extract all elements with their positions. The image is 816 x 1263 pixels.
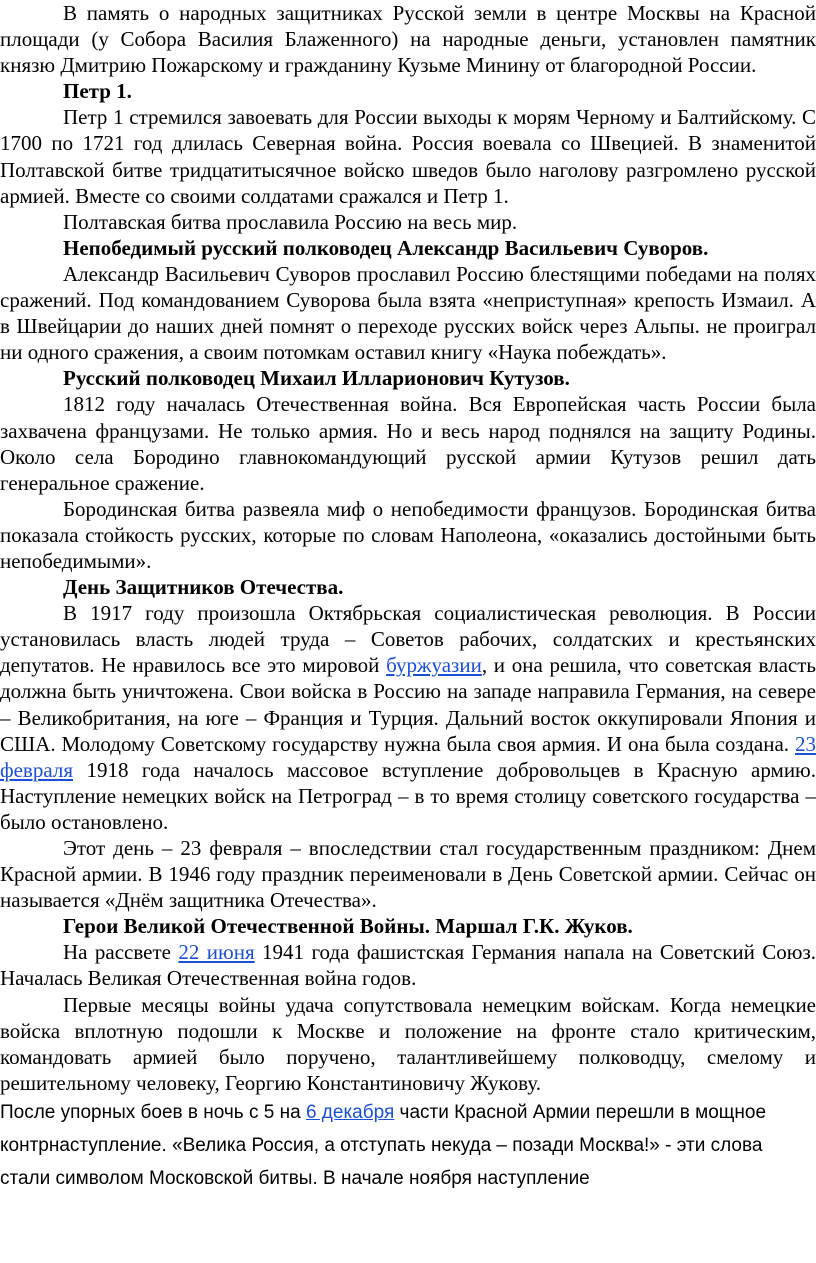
heading-peter: Петр 1. — [63, 79, 132, 104]
text-1917-part3: 1918 года началось массовое вступление добровольцев в Красную армию. Наступление немецких войск на Петроград – в то время столицу советского государства – было остановлено. — [0, 757, 816, 834]
text-1917-part2: , и она решила, что советская власть должна быть уничтожена. Свои войска в Россию на западе направила Германия, на севере – Великобритания, на юге – Франция и Турция. Дальний восток оккупировали Япония и США. Молодому Советскому государству нужна была своя армия. И она была создана. — [0, 653, 816, 756]
paragraph-peter: Петр 1 стремился завоевать для России выходы к морям Черному и Балтийскому. С 1700 по 1721 год длилась Северная война. Россия воевала со Швецией. В знаменитой Полтавской битве тридцатитысячное войско шведов было наголову разгромлено русской армией. Вместе со своими солдатами сражался и Петр 1. — [0, 105, 816, 208]
text-dawn-part2: 1941 года фашистская Германия напала на Советский Союз. Началась Великая Отечественная война годов. — [0, 940, 816, 991]
paragraph-kutuzov: 1812 году началась Отечественная война. Вся Европейская часть России была захвачена французами. Не только армия. Но и весь народ поднялся на защиту Родины. Около села Бородино главнокомандующий русской армии Кутузов решил дать генеральное сражение. — [0, 392, 816, 495]
link-june-22[interactable]: 22 июня — [178, 940, 255, 965]
paragraph-holiday: Этот день – 23 февраля – впоследствии стал государственным праздником: Днем Красной армии. В 1946 году праздник переименовали в День Советской армии. Сейчас он называется «Днём защитника Отечества». — [0, 836, 816, 913]
heading-suvorov: Непобедимый русский полководец Александр Васильевич Суворов. — [63, 235, 709, 260]
text-dawn-part1: На рассвете — [63, 940, 179, 965]
text-night-part2: части Красной Армии перешли в мощное контрнаступление. «Велика Россия, а отступать некуда – позади Москва!» - эти слова стали символом Московской битвы. В начале ноября наступление — [0, 1101, 767, 1189]
paragraph-counteroffensive — [0, 1096, 816, 1195]
paragraph-poltava: Полтавская битва прославила Россию на весь мир. — [63, 209, 518, 234]
paragraph-1917 — [0, 600, 816, 835]
paragraph-june-22 — [0, 939, 816, 991]
heading-defenders-day: День Защитников Отечества. — [63, 575, 344, 600]
paragraph-monument: В память о народных защитниках Русской земли в центре Москвы на Красной площади (у Собора Василия Блаженного) на народные деньги, установлен памятник князю Дмитрию Пожарскому и гражданину Кузьме Минину от благородной России. — [0, 1, 816, 78]
text-1917-part1: В 1917 году произошла Октябрьская социалистическая революция. В России установилась власть людей труда – Советов рабочих, солдатских и крестьянских депутатов. Не нравилось все это мировой — [0, 601, 816, 678]
link-dec-6[interactable]: 6 декабря — [305, 1101, 395, 1123]
paragraph-suvorov: Александр Васильевич Суворов прославил Россию блестящими победами на полях сражений. Под командованием Суворова была взята «неприступная» крепость Измаил. А в Швейцарии до наших дней помнят о переходе русских войск через Альпы. не проиграл ни одного сражения, а своим потомкам оставил книгу «Наука побеждать». — [0, 261, 816, 365]
text-night-part1: После упорных боев в ночь с 5 на — [0, 1101, 306, 1123]
heading-zhukov: Герои Великой Отечественной Войны. Маршал Г.К. Жуков. — [63, 914, 633, 939]
paragraph-borodino: Бородинская битва развеяла миф о непобедимости французов. Бородинская битва показала стойкость русских, которые по словам Наполеона, «оказались достойными быть непобедимыми». — [0, 496, 816, 573]
heading-kutuzov: Русский полководец Михаил Илларионович Кутузов. — [63, 366, 570, 391]
link-feb-23[interactable]: 23 февраля — [0, 731, 816, 782]
link-bourgeoisie[interactable]: буржуазии — [386, 653, 482, 678]
paragraph-first-months: Первые месяцы войны удача сопутствовала немецким войскам. Когда немецкие войска вплотную подошли к Москве и положение на фронте стало критическим, командовать армией было поручено, талантливейшему полководцу, смелому и решительному человеку, Георгию Константиновичу Жукову. — [0, 992, 816, 1095]
